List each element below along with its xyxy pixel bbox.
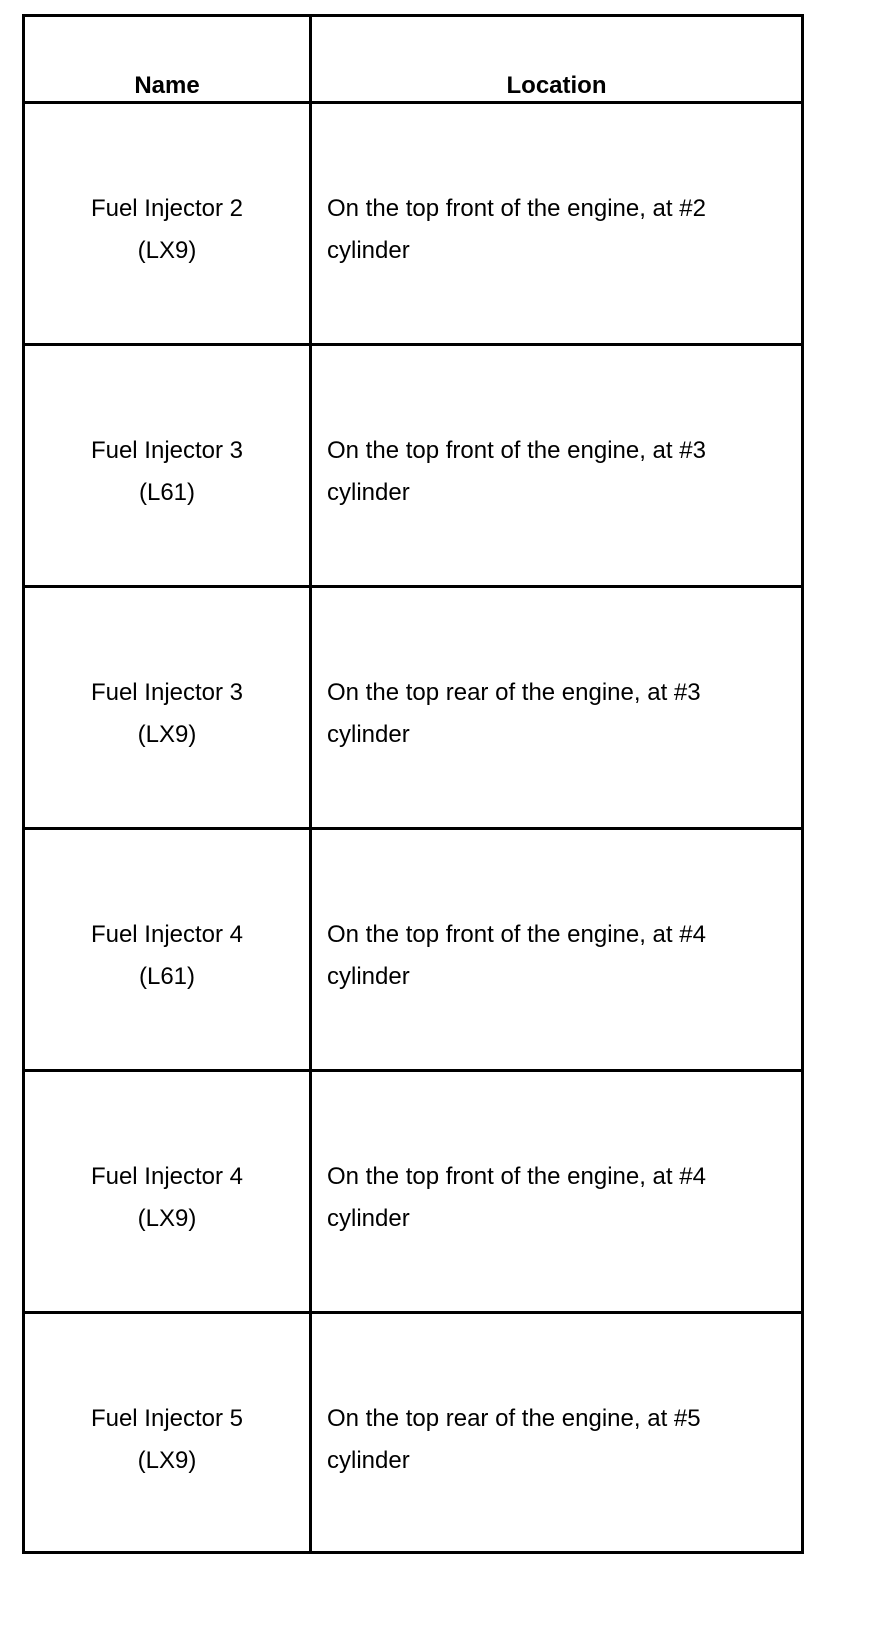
table-row [25,830,801,1072]
component-location: On the top rear of the engine, at #3 cylinder [327,679,701,748]
component-name-line2: (L61) [138,479,196,506]
component-location: On the top front of the engine, at #2 cylinder [327,195,706,264]
component-location: On the top rear of the engine, at #5 cylinder [327,1405,701,1474]
table-row [25,588,801,830]
header-location: Location [506,72,607,99]
table-row [25,346,801,588]
component-name-line2: (LX9) [137,721,197,748]
table-row [25,1072,801,1314]
component-name [25,188,309,272]
table-header-row [25,17,801,104]
name-cell [25,1314,309,1556]
component-name-line1: Fuel Injector 5 [90,1405,244,1432]
component-name [25,914,309,998]
location-cell [312,104,801,343]
header-location-cell [312,17,801,101]
component-name-line1: Fuel Injector 3 [90,437,244,464]
component-location: On the top front of the engine, at #3 cylinder [327,437,706,506]
component-name [25,1398,309,1482]
component-location: On the top front of the engine, at #4 cylinder [327,1163,706,1232]
name-cell [25,346,309,585]
table-row [25,1314,801,1556]
location-cell [312,830,801,1069]
name-cell [25,830,309,1069]
name-cell [25,588,309,827]
component-name-line1: Fuel Injector 2 [90,195,244,222]
component-location-table [22,14,804,1554]
name-cell [25,1072,309,1311]
component-name [25,672,309,756]
component-name-line1: Fuel Injector 3 [90,679,244,706]
component-name-line2: (L61) [138,963,196,990]
location-cell [312,1314,801,1556]
location-cell [312,1072,801,1311]
header-name: Name [134,72,200,99]
component-location: On the top front of the engine, at #4 cylinder [327,921,706,990]
component-name-line2: (LX9) [137,1205,197,1232]
location-cell [312,588,801,827]
component-name-line1: Fuel Injector 4 [90,921,244,948]
table-row [25,104,801,346]
location-cell [312,346,801,585]
component-name-line2: (LX9) [137,1447,197,1474]
component-name-line2: (LX9) [137,237,197,264]
name-cell [25,104,309,343]
component-name [25,1156,309,1240]
header-name-cell [25,17,309,101]
component-name-line1: Fuel Injector 4 [90,1163,244,1190]
component-name [25,430,309,514]
